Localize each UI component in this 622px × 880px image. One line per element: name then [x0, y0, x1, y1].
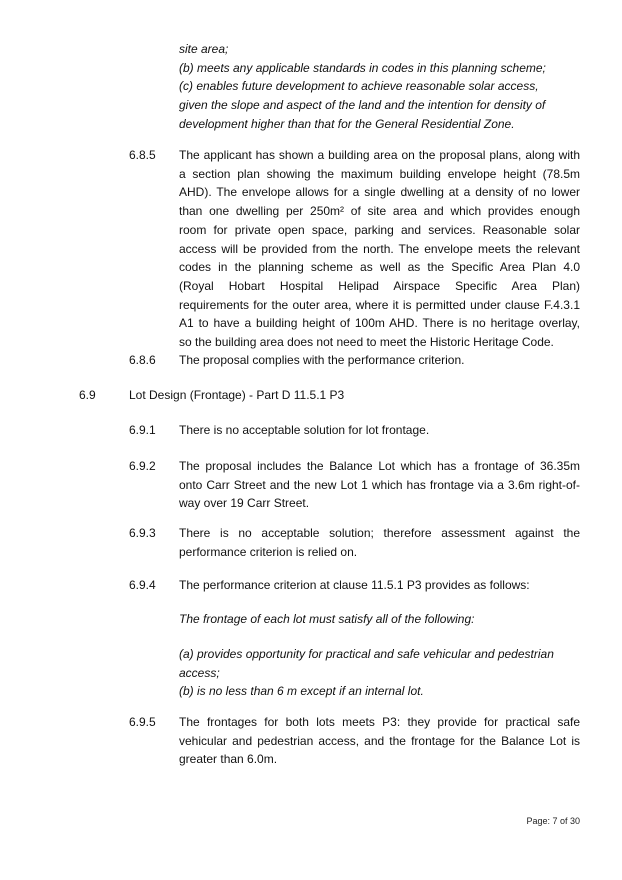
quote-line: given the slope and aspect of the land and the intention for density of	[179, 98, 546, 113]
paragraph-line: (Royal Hobart Hospital Helipad Airspace Specific Area Plan)	[179, 278, 580, 293]
paragraph-line: requirements for the outer area, where it is permitted under clause F.4.3.1	[179, 297, 580, 312]
paragraph-line: The proposal includes the Balance Lot which has a frontage of 36.35m	[179, 459, 580, 473]
paragraph-line: access will be provided from the north. The envelope meets the relevant	[179, 241, 580, 256]
paragraph-line: codes in the planning scheme as well as the Specific Area Plan 4.0	[179, 260, 580, 275]
paragraph-number-6-8-6: 6.8.6	[129, 353, 156, 367]
paragraph-6-9-2	[179, 457, 580, 513]
quote-line: (b) meets any applicable standards in codes in this planning scheme;	[179, 60, 546, 75]
paragraph-6-9-4: The performance criterion at clause 11.5.1 P3 provides as follows:	[179, 578, 530, 592]
paragraph-6-8-5	[179, 146, 580, 352]
page-number: Page: 7 of 30	[526, 816, 580, 826]
criterion-quote	[179, 645, 580, 701]
paragraph-number-6-9-1: 6.9.1	[129, 423, 156, 437]
quote-line: (a) provides opportunity for practical and safe vehicular and pedestrian	[179, 647, 554, 661]
paragraph-line: performance criterion is relied on.	[179, 544, 358, 559]
paragraph-6-8-6: The proposal complies with the performance criterion.	[179, 353, 465, 367]
section-number-6-9: 6.9	[79, 388, 96, 402]
paragraph-6-9-3	[179, 524, 580, 561]
paragraph-number-6-9-4: 6.9.4	[129, 578, 156, 592]
quote-line: access;	[179, 665, 220, 680]
paragraph-line: than one dwelling per 250m² of site area and which provides enough	[179, 204, 580, 219]
paragraph-number-6-9-3: 6.9.3	[129, 526, 156, 540]
paragraph-line: way over 19 Carr Street.	[179, 496, 310, 511]
paragraph-6-9-5	[179, 713, 580, 769]
paragraph-number-6-8-5: 6.8.5	[129, 148, 156, 162]
quote-line: (b) is no less than 6 m except if an internal lot.	[179, 684, 424, 699]
paragraph-line: so the building area does not need to meet the Historic Heritage Code.	[179, 335, 554, 350]
quote-line: (c) enables future development to achieve reasonable solar access,	[179, 79, 539, 94]
paragraph-line: greater than 6.0m.	[179, 752, 278, 767]
paragraph-line: The applicant has shown a building area on the proposal plans, along with	[179, 148, 580, 162]
paragraph-number-6-9-2: 6.9.2	[129, 459, 156, 473]
paragraph-line: AHD). The envelope allows for a single dwelling at a density of no lower	[179, 185, 580, 200]
paragraph-line: The frontages for both lots meets P3: they provide for practical safe	[179, 715, 580, 729]
paragraph-line: onto Carr Street and the new Lot 1 which has frontage via a 3.6m right-of-	[179, 477, 580, 492]
paragraph-line: vehicular and pedestrian access, and the frontage for the Balance Lot is	[179, 733, 580, 748]
quote-intro: The frontage of each lot must satisfy all of the following:	[179, 612, 475, 626]
quote-line: site area;	[179, 42, 229, 56]
paragraph-line: There is no acceptable solution; therefore assessment against the	[179, 526, 580, 540]
section-heading-6-9: Lot Design (Frontage) - Part D 11.5.1 P3	[129, 388, 345, 402]
paragraph-line: a section plan showing the maximum building envelope height (78.5m	[179, 166, 580, 181]
quote-line: development higher than that for the General Residential Zone.	[179, 116, 515, 131]
paragraph-line: room for private open space, parking and services. Reasonable solar	[179, 222, 580, 237]
paragraph-6-9-1: There is no acceptable solution for lot frontage.	[179, 423, 430, 437]
paragraph-line: A1 to have a building height of 100m AHD. There is no heritage overlay,	[179, 316, 580, 331]
paragraph-number-6-9-5: 6.9.5	[129, 715, 156, 729]
top-quote	[179, 40, 580, 134]
